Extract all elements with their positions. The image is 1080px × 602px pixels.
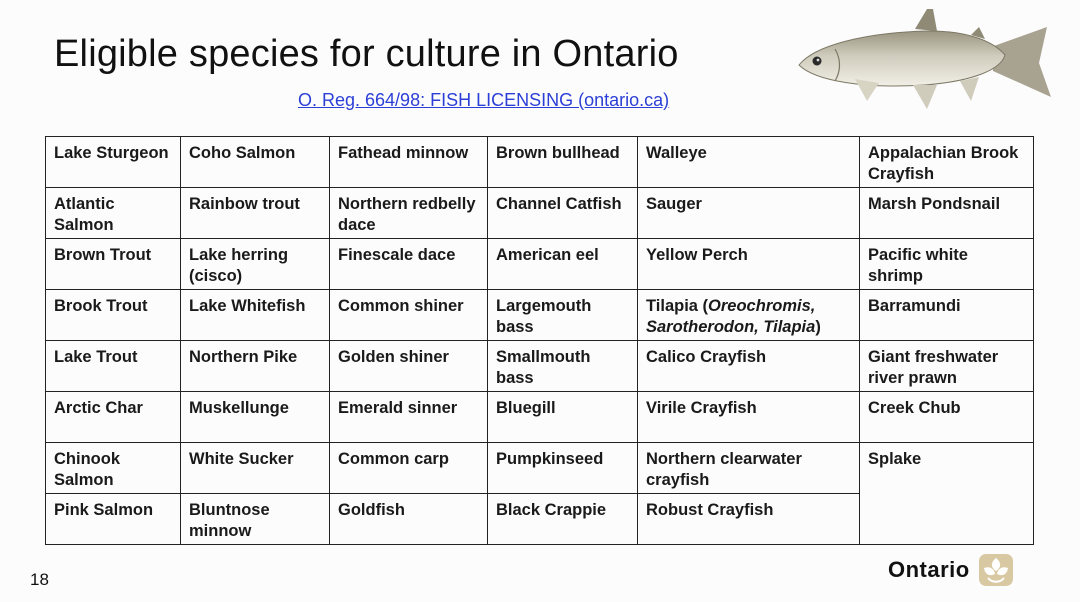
- table-cell: Northern redbelly dace: [330, 188, 488, 239]
- ontario-logo: [888, 553, 1014, 587]
- table-cell: Coho Salmon: [181, 137, 330, 188]
- table-cell: Lake Whitefish: [181, 290, 330, 341]
- tilapia-genera: Oreochromis, Sarotherodon, Tilapia: [646, 297, 816, 336]
- table-cell: Fathead minnow: [330, 137, 488, 188]
- table-row: [46, 239, 1034, 290]
- table-cell: Rainbow trout: [181, 188, 330, 239]
- table-cell: Creek Chub: [860, 392, 1034, 443]
- table-cell: Sauger: [638, 188, 860, 239]
- table-cell: Pink Salmon: [46, 494, 181, 545]
- table-row: [46, 392, 1034, 443]
- table-cell: Robust Crayfish: [638, 494, 860, 545]
- table-cell: Brook Trout: [46, 290, 181, 341]
- table-cell: Common carp: [330, 443, 488, 494]
- table-row: [46, 443, 1034, 494]
- table-cell: Atlantic Salmon: [46, 188, 181, 239]
- table-row: [46, 341, 1034, 392]
- table-cell: Splake: [860, 443, 1034, 545]
- trillium-icon: [978, 553, 1014, 587]
- table-cell: Walleye: [638, 137, 860, 188]
- table-cell: Arctic Char: [46, 392, 181, 443]
- table-cell: Lake Sturgeon: [46, 137, 181, 188]
- table-cell: White Sucker: [181, 443, 330, 494]
- table-cell: Northern clearwater crayfish: [638, 443, 860, 494]
- table-row: [46, 188, 1034, 239]
- species-table: [45, 136, 1034, 545]
- table-cell: Chinook Salmon: [46, 443, 181, 494]
- table-cell: Appalachian Brook Crayfish: [860, 137, 1034, 188]
- table-cell: Virile Crayfish: [638, 392, 860, 443]
- slide-title: Eligible species for culture in Ontario: [54, 33, 679, 75]
- table-cell: Black Crappie: [488, 494, 638, 545]
- whitefish-image: [795, 5, 1055, 115]
- table-cell: Finescale dace: [330, 239, 488, 290]
- table-cell: Barramundi: [860, 290, 1034, 341]
- tilapia-label: Tilapia (: [646, 297, 709, 315]
- table-cell: Largemouth bass: [488, 290, 638, 341]
- table-cell: Smallmouth bass: [488, 341, 638, 392]
- table-cell: American eel: [488, 239, 638, 290]
- table-cell: Brown Trout: [46, 239, 181, 290]
- table-cell: Goldfish: [330, 494, 488, 545]
- table-cell: Bluegill: [488, 392, 638, 443]
- table-cell: Pacific white shrimp: [860, 239, 1034, 290]
- table-cell-tilapia: [638, 290, 860, 341]
- table-cell: Lake Trout: [46, 341, 181, 392]
- table-cell: Northern Pike: [181, 341, 330, 392]
- logo-text: Ontario: [888, 557, 970, 582]
- table-cell: Muskellunge: [181, 392, 330, 443]
- table-cell: Lake herring (cisco): [181, 239, 330, 290]
- table-cell: Calico Crayfish: [638, 341, 860, 392]
- regulation-link[interactable]: O. Reg. 664/98: FISH LICENSING (ontario.ca): [298, 90, 670, 110]
- table-cell: Emerald sinner: [330, 392, 488, 443]
- table-cell: Yellow Perch: [638, 239, 860, 290]
- table-cell: Bluntnose minnow: [181, 494, 330, 545]
- table-cell: Common shiner: [330, 290, 488, 341]
- table-cell: Brown bullhead: [488, 137, 638, 188]
- table-cell: Golden shiner: [330, 341, 488, 392]
- table-cell: Marsh Pondsnail: [860, 188, 1034, 239]
- table-cell: Giant freshwater river prawn: [860, 341, 1034, 392]
- table-cell: Channel Catfish: [488, 188, 638, 239]
- table-row: [46, 290, 1034, 341]
- table-row: [46, 137, 1034, 188]
- table-cell: Pumpkinseed: [488, 443, 638, 494]
- page-number: 18: [30, 570, 49, 589]
- tilapia-close: ): [815, 318, 821, 336]
